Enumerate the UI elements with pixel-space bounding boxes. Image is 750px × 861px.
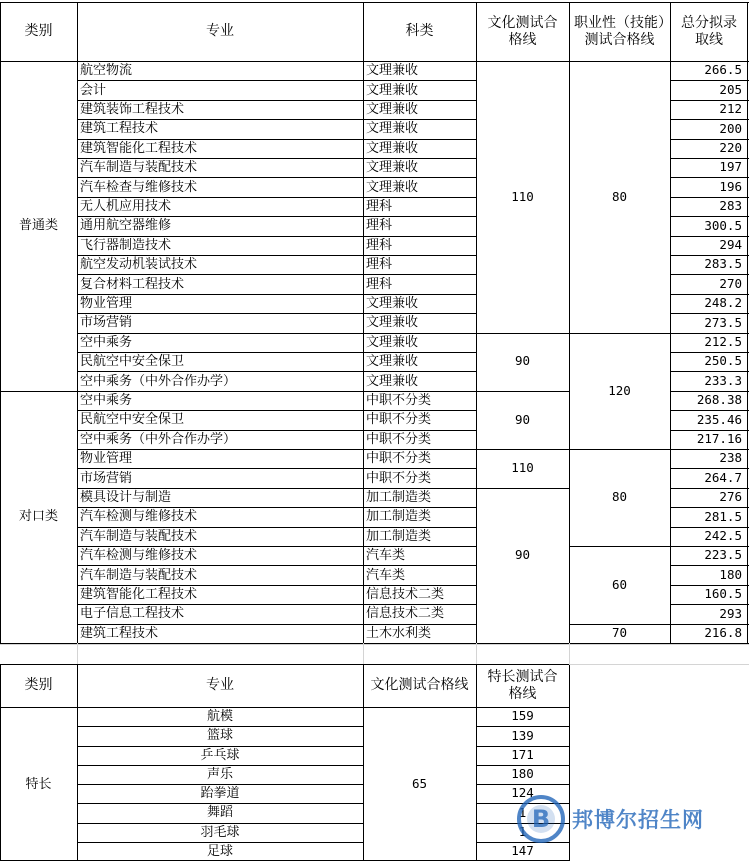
grid-line — [569, 546, 671, 547]
major-cell: 物业管理 — [80, 295, 133, 311]
grid-line — [77, 333, 477, 334]
total-score-cell: 216.8 — [704, 625, 742, 641]
specialty-major-cell: 航模 — [206, 709, 233, 725]
major-cell: 汽车制造与装配技术 — [80, 567, 198, 583]
column-divider — [363, 2, 364, 644]
subject-cell: 文理兼收 — [366, 63, 419, 79]
subject-cell: 理科 — [366, 237, 393, 253]
grid-line — [670, 216, 749, 217]
watermark-text: 邦博尔招生网 — [572, 808, 704, 832]
spacer-gridline — [569, 664, 749, 665]
grid-line — [476, 449, 570, 450]
total-score-cell: 283.5 — [704, 256, 742, 272]
culture-line-cell: 90 — [514, 353, 531, 369]
grid-line — [77, 139, 477, 140]
grid-line — [77, 177, 477, 178]
grid-line — [77, 119, 477, 120]
subject-cell: 文理兼收 — [366, 373, 419, 389]
vocational-line-cell: 70 — [611, 625, 628, 641]
spacer-gridline — [569, 643, 570, 665]
table2-culture-line-value: 65 — [411, 775, 428, 791]
grid-line — [670, 410, 749, 411]
total-score-cell: 212 — [719, 101, 742, 117]
grid-line — [77, 823, 364, 824]
grid-line — [670, 604, 749, 605]
grid-line — [77, 274, 477, 275]
total-score-cell: 283 — [719, 198, 742, 214]
grid-line — [77, 430, 477, 431]
total-score-cell: 233.3 — [704, 372, 742, 388]
table2-header-culture-line: 文化测试合格线 — [370, 677, 469, 694]
total-score-cell: 266.5 — [704, 62, 742, 78]
culture-line-cell: 110 — [511, 188, 534, 204]
grid-line — [77, 803, 364, 804]
grid-line — [77, 449, 477, 450]
header-vocational-line: 职业性（技能）测试合格线 — [574, 15, 665, 48]
major-cell: 电子信息工程技术 — [80, 606, 185, 622]
total-score-cell: 300.5 — [704, 217, 742, 233]
grid-line — [670, 546, 749, 547]
major-cell: 空中乘务（中外合作办学） — [80, 373, 237, 389]
spacer-gridline — [363, 643, 364, 665]
subject-cell: 加工制造类 — [366, 489, 432, 505]
grid-line — [77, 371, 477, 372]
grid-line — [77, 488, 477, 489]
major-cell: 汽车制造与装配技术 — [80, 528, 198, 544]
subject-cell: 文理兼收 — [366, 315, 419, 331]
grid-line — [77, 313, 477, 314]
subject-cell: 文理兼收 — [366, 179, 419, 195]
header-subject: 科类 — [405, 23, 434, 40]
grid-line — [670, 507, 749, 508]
grid-line — [77, 507, 477, 508]
subject-cell: 中职不分类 — [366, 451, 432, 467]
grid-line — [476, 333, 570, 334]
total-score-cell: 293 — [719, 605, 742, 621]
subject-cell: 汽车类 — [366, 548, 406, 564]
grid-line — [77, 236, 477, 237]
major-cell: 市场营销 — [80, 470, 133, 486]
subject-cell: 文理兼收 — [366, 82, 419, 98]
grid-line — [670, 565, 749, 566]
major-cell: 汽车检测与维修技术 — [80, 548, 198, 564]
grid-line — [77, 100, 477, 101]
subject-cell: 文理兼收 — [366, 140, 419, 156]
table-border — [0, 61, 749, 62]
grid-line — [0, 391, 78, 392]
total-score-cell: 270 — [719, 275, 742, 291]
major-cell: 建筑工程技术 — [80, 121, 159, 137]
major-cell: 复合材料工程技术 — [80, 276, 185, 292]
grid-line — [670, 197, 749, 198]
subject-cell: 理科 — [366, 198, 393, 214]
column-divider — [670, 2, 671, 644]
subject-cell: 文理兼收 — [366, 334, 419, 350]
total-score-cell: 235.46 — [696, 411, 742, 427]
table2-column-divider — [476, 664, 477, 861]
grid-line — [670, 158, 749, 159]
grid-line — [77, 624, 477, 625]
major-cell: 建筑工程技术 — [80, 625, 159, 641]
subject-cell: 土木水利类 — [366, 625, 432, 641]
total-score-cell: 273.5 — [704, 314, 742, 330]
subject-cell: 加工制造类 — [366, 509, 432, 525]
column-divider — [0, 2, 1, 644]
specialty-score-cell: 1 — [518, 804, 527, 820]
specialty-major-cell: 羽毛球 — [200, 824, 240, 840]
grid-line — [670, 333, 749, 334]
spacer-gridline — [0, 644, 749, 645]
subject-cell: 中职不分类 — [366, 470, 432, 486]
subject-cell: 信息技术二类 — [366, 606, 445, 622]
major-cell: 汽车检测与维修技术 — [80, 509, 198, 525]
header-major: 专业 — [206, 23, 234, 40]
grid-line — [77, 527, 477, 528]
total-score-cell: 196 — [719, 178, 742, 194]
table2-column-divider — [77, 664, 78, 861]
grid-line — [670, 391, 749, 392]
table2-header-category: 类别 — [24, 677, 53, 694]
grid-line — [569, 624, 671, 625]
total-score-cell: 205 — [719, 81, 742, 97]
total-score-cell: 200 — [719, 120, 742, 136]
grid-line — [670, 585, 749, 586]
subject-cell: 文理兼收 — [366, 354, 419, 370]
table2-border — [0, 664, 570, 665]
grid-line — [77, 468, 477, 469]
specialty-score-cell: 124 — [511, 785, 534, 801]
grid-line — [77, 255, 477, 256]
specialty-major-cell: 足球 — [206, 843, 233, 859]
category-general: 普通类 — [18, 218, 58, 234]
grid-line — [670, 80, 749, 81]
column-divider — [476, 2, 477, 644]
total-score-cell: 238 — [719, 450, 742, 466]
watermark — [516, 784, 748, 854]
grid-line — [77, 726, 364, 727]
column-divider — [77, 2, 78, 644]
major-cell: 航空物流 — [80, 63, 133, 79]
grid-line — [476, 746, 570, 747]
total-score-cell: 197 — [719, 159, 742, 175]
major-cell: 无人机应用技术 — [80, 198, 172, 214]
spacer-gridline — [476, 643, 477, 665]
column-divider — [569, 2, 570, 644]
subject-cell: 中职不分类 — [366, 392, 432, 408]
grid-line — [77, 80, 477, 81]
major-cell: 模具设计与制造 — [80, 489, 172, 505]
subject-cell: 文理兼收 — [366, 160, 419, 176]
grid-line — [670, 274, 749, 275]
total-score-cell: 276 — [719, 489, 742, 505]
grid-line — [476, 391, 570, 392]
subject-cell: 文理兼收 — [366, 101, 419, 117]
grid-line — [670, 139, 749, 140]
specialty-major-cell: 声乐 — [206, 766, 233, 782]
grid-line — [670, 527, 749, 528]
header-culture-line: 文化测试合格线 — [487, 15, 558, 48]
grid-line — [476, 726, 570, 727]
total-score-cell: 223.5 — [704, 547, 742, 563]
grid-line — [670, 119, 749, 120]
spacer-gridline — [77, 643, 78, 665]
table2-border — [0, 707, 570, 708]
grid-line — [569, 333, 671, 334]
grid-line — [77, 565, 477, 566]
total-score-cell: 242.5 — [704, 528, 742, 544]
total-score-cell: 264.7 — [704, 469, 742, 485]
vocational-line-cell: 60 — [611, 576, 628, 592]
grid-line — [77, 158, 477, 159]
specialty-major-cell: 跆拳道 — [200, 786, 240, 802]
major-cell: 市场营销 — [80, 315, 133, 331]
specialty-score-cell: 1 — [518, 823, 527, 839]
major-cell: 空中乘务（中外合作办学） — [80, 431, 237, 447]
specialty-score-cell: 159 — [511, 708, 534, 724]
subject-cell: 理科 — [366, 218, 393, 234]
total-score-cell: 294 — [719, 237, 742, 253]
major-cell: 建筑智能化工程技术 — [80, 140, 198, 156]
major-cell: 建筑装饰工程技术 — [80, 101, 185, 117]
grid-line — [77, 410, 477, 411]
total-score-cell: 217.16 — [696, 431, 742, 447]
grid-line — [670, 371, 749, 372]
grid-line — [670, 352, 749, 353]
total-score-cell: 212.5 — [704, 334, 742, 350]
table2-column-divider — [0, 664, 1, 861]
major-cell: 物业管理 — [80, 451, 133, 467]
vocational-line-cell: 80 — [611, 188, 628, 204]
total-score-cell: 160.5 — [704, 586, 742, 602]
major-cell: 汽车检查与维修技术 — [80, 179, 198, 195]
grid-line — [77, 746, 364, 747]
specialty-major-cell: 舞蹈 — [206, 805, 233, 821]
culture-line-cell: 90 — [514, 411, 531, 427]
culture-line-cell: 110 — [511, 460, 534, 476]
grid-line — [77, 842, 364, 843]
subject-cell: 文理兼收 — [366, 121, 419, 137]
grid-line — [77, 585, 477, 586]
table2-column-divider — [363, 664, 364, 861]
table2-header-specialty-line: 特长测试合格线 — [487, 669, 558, 702]
major-cell: 航空发动机装试技术 — [80, 257, 198, 273]
grid-line — [77, 294, 477, 295]
grid-line — [476, 488, 570, 489]
grid-line — [670, 468, 749, 469]
grid-line — [476, 765, 570, 766]
grid-line — [77, 197, 477, 198]
grid-line — [670, 255, 749, 256]
grid-line — [77, 765, 364, 766]
total-score-cell: 220 — [719, 140, 742, 156]
subject-cell: 信息技术二类 — [366, 586, 445, 602]
grid-line — [670, 624, 749, 625]
subject-cell: 理科 — [366, 276, 393, 292]
total-score-cell: 281.5 — [704, 508, 742, 524]
header-total-line: 总分拟录取线 — [681, 15, 737, 48]
grid-line — [670, 177, 749, 178]
grid-line — [670, 313, 749, 314]
grid-line — [77, 216, 477, 217]
specialty-score-cell: 171 — [511, 746, 534, 762]
major-cell: 通用航空器维修 — [80, 218, 172, 234]
major-cell: 会计 — [80, 82, 107, 98]
major-cell: 汽车制造与装配技术 — [80, 160, 198, 176]
major-cell: 民航空中安全保卫 — [80, 412, 185, 428]
specialty-score-cell: 139 — [511, 727, 534, 743]
total-score-cell: 250.5 — [704, 353, 742, 369]
major-cell: 飞行器制造技术 — [80, 237, 172, 253]
major-cell: 民航空中安全保卫 — [80, 354, 185, 370]
svg-text:B: B — [531, 805, 551, 833]
table-border — [0, 2, 749, 3]
grid-line — [569, 449, 671, 450]
subject-cell: 汽车类 — [366, 567, 406, 583]
category-counterpart: 对口类 — [18, 509, 58, 525]
vocational-line-cell: 120 — [608, 382, 631, 398]
grid-line — [77, 784, 364, 785]
culture-line-cell: 90 — [514, 547, 531, 563]
grid-line — [670, 236, 749, 237]
grid-line — [77, 352, 477, 353]
total-score-cell: 268.38 — [696, 392, 742, 408]
grid-line — [670, 294, 749, 295]
grid-line — [77, 391, 477, 392]
watermark-logo-icon — [516, 794, 566, 844]
subject-cell: 中职不分类 — [366, 412, 432, 428]
major-cell: 空中乘务 — [80, 392, 133, 408]
subject-cell: 中职不分类 — [366, 431, 432, 447]
total-score-cell: 248.2 — [704, 295, 742, 311]
subject-cell: 文理兼收 — [366, 295, 419, 311]
subject-cell: 理科 — [366, 257, 393, 273]
vocational-line-cell: 80 — [611, 489, 628, 505]
grid-line — [77, 546, 477, 547]
grid-line — [670, 488, 749, 489]
grid-line — [77, 604, 477, 605]
major-cell: 空中乘务 — [80, 334, 133, 350]
grid-line — [670, 449, 749, 450]
specialty-major-cell: 乒乓球 — [200, 747, 240, 763]
grid-line — [670, 430, 749, 431]
header-category: 类别 — [24, 23, 53, 40]
grid-line — [670, 100, 749, 101]
major-cell: 建筑智能化工程技术 — [80, 586, 198, 602]
table2-header-major: 专业 — [206, 677, 234, 694]
column-divider — [747, 2, 748, 644]
specialty-score-cell: 180 — [511, 766, 534, 782]
specialty-major-cell: 篮球 — [206, 728, 233, 744]
table2-category-specialty: 特长 — [25, 776, 52, 792]
subject-cell: 加工制造类 — [366, 528, 432, 544]
total-score-cell: 180 — [719, 566, 742, 582]
specialty-score-cell: 147 — [511, 843, 534, 859]
